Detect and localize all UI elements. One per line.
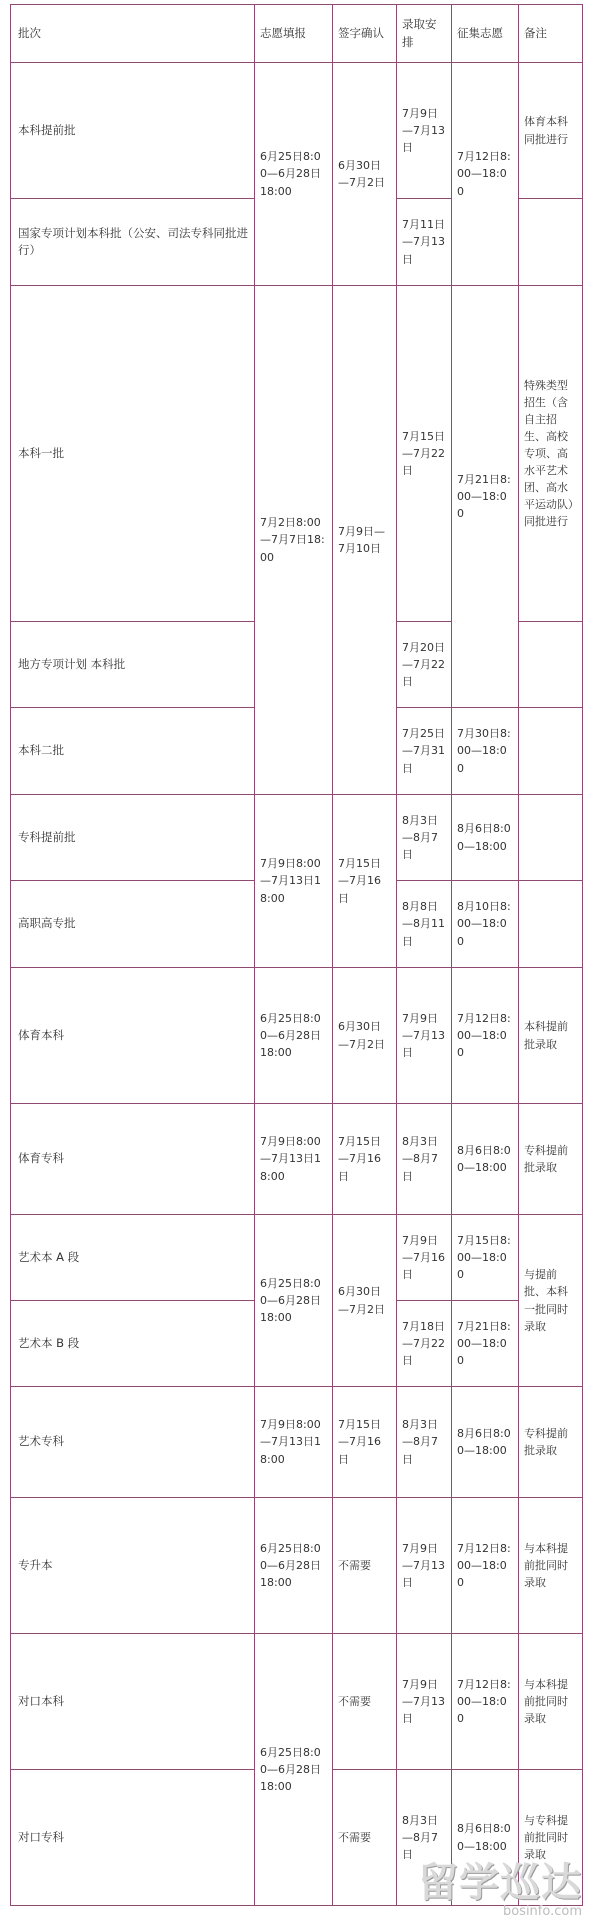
batch-name: 对口本科 (11, 1634, 255, 1770)
batch-name: 本科提前批 (11, 63, 255, 199)
fill-period: 6月25日8:00—6月28日18:00 (255, 968, 333, 1104)
batch-name: 对口专科 (11, 1770, 255, 1906)
table-header-row (11, 5, 583, 63)
fill-period: 7月2日8:00—7月7日18:00 (255, 286, 333, 795)
collect-period: 8月6日8:00—18:00 (452, 1770, 519, 1906)
note-empty (519, 708, 583, 795)
note: 专科提前批录取 (519, 1387, 583, 1498)
table-row (11, 1215, 583, 1301)
admit-period: 7月9日—7月13日 (397, 968, 452, 1104)
batch-name: 艺术专科 (11, 1387, 255, 1498)
admit-period: 8月8日—8月11日 (397, 881, 452, 968)
admit-period: 8月3日—8月7日 (397, 1104, 452, 1215)
sign-period: 不需要 (333, 1634, 397, 1770)
batch-name: 专升本 (11, 1498, 255, 1634)
fill-period: 6月25日8:00—6月28日18:00 (255, 63, 333, 286)
site-watermark (418, 1861, 582, 1919)
admit-period: 7月20日—7月22日 (397, 622, 452, 708)
collect-period: 7月15日8:00—18:00 (452, 1215, 519, 1301)
batch-name: 本科一批 (11, 286, 255, 622)
note: 与提前批、本科一批同时录取 (519, 1215, 583, 1387)
table-row (11, 968, 583, 1104)
batch-name: 艺术本 A 段 (11, 1215, 255, 1301)
note: 专科提前批录取 (519, 1104, 583, 1215)
admission-schedule-table (10, 4, 583, 1906)
batch-name: 国家专项计划本科批（公安、司法专科同批进行） (11, 199, 255, 286)
admit-period: 7月9日—7月13日 (397, 63, 452, 199)
sign-period: 7月15日—7月16日 (333, 1104, 397, 1215)
note: 特殊类型招生（含自主招生、高校专项、高水平艺术团、高水平运动队）同批进行 (519, 286, 583, 622)
admit-period: 7月15日—7月22日 (397, 286, 452, 622)
fill-period: 7月9日8:00—7月13日18:00 (255, 795, 333, 968)
sign-period: 不需要 (333, 1498, 397, 1634)
batch-name: 艺术本 B 段 (11, 1301, 255, 1387)
admit-period: 7月11日—7月13日 (397, 199, 452, 286)
batch-name: 本科二批 (11, 708, 255, 795)
fill-period: 6月25日8:00—6月28日18:00 (255, 1498, 333, 1634)
table-row (11, 63, 583, 199)
note-empty (519, 622, 583, 708)
admit-period: 7月18日—7月22日 (397, 1301, 452, 1387)
fill-period: 6月25日8:00—6月28日18:00 (255, 1215, 333, 1387)
sign-period: 6月30日—7月2日 (333, 1215, 397, 1387)
batch-name: 专科提前批 (11, 795, 255, 881)
collect-period: 7月12日8:00—18:00 (452, 1634, 519, 1770)
collect-period: 7月21日8:00—18:00 (452, 286, 519, 708)
header-admit: 录取安排 (397, 5, 452, 63)
fill-period: 7月9日8:00—7月13日18:00 (255, 1104, 333, 1215)
batch-name: 高职高专批 (11, 881, 255, 968)
note: 与专科提前批同时录取 (519, 1770, 583, 1906)
note: 与本科提前批同时录取 (519, 1498, 583, 1634)
note: 与本科提前批同时录取 (519, 1634, 583, 1770)
admit-period: 7月9日—7月13日 (397, 1498, 452, 1634)
note-empty (519, 795, 583, 881)
table-row (11, 1498, 583, 1634)
table-row (11, 286, 583, 622)
header-sign: 签字确认 (333, 5, 397, 63)
watermark-logo-text: 留学巡达 (418, 1860, 582, 1906)
table-row (11, 1634, 583, 1770)
table-row (11, 795, 583, 881)
sign-period: 6月30日—7月2日 (333, 968, 397, 1104)
collect-period: 8月6日8:00—18:00 (452, 795, 519, 881)
admit-period: 7月9日—7月13日 (397, 1634, 452, 1770)
fill-period: 7月9日8:00—7月13日18:00 (255, 1387, 333, 1498)
note: 体育本科同批进行 (519, 63, 583, 199)
admit-period: 7月25日—7月31日 (397, 708, 452, 795)
note-empty (519, 199, 583, 286)
sign-period: 7月15日—7月16日 (333, 795, 397, 968)
admit-period: 8月3日—8月7日 (397, 1770, 452, 1906)
admit-period: 8月3日—8月7日 (397, 795, 452, 881)
sign-period: 7月15日—7月16日 (333, 1387, 397, 1498)
header-collect: 征集志愿 (452, 5, 519, 63)
admit-period: 7月9日—7月16日 (397, 1215, 452, 1301)
collect-period: 7月12日8:00—18:00 (452, 63, 519, 286)
collect-period: 7月12日8:00—18:00 (452, 968, 519, 1104)
sign-period: 7月9日—7月10日 (333, 286, 397, 795)
table-row (11, 1104, 583, 1215)
header-fill: 志愿填报 (255, 5, 333, 63)
collect-period: 8月6日8:00—18:00 (452, 1387, 519, 1498)
header-note: 备注 (519, 5, 583, 63)
header-batch: 批次 (11, 5, 255, 63)
table-row (11, 1387, 583, 1498)
collect-period: 7月12日8:00—18:00 (452, 1498, 519, 1634)
batch-name: 地方专项计划 本科批 (11, 622, 255, 708)
admit-period: 8月3日—8月7日 (397, 1387, 452, 1498)
collect-period: 7月30日8:00—18:00 (452, 708, 519, 795)
fill-period: 6月25日8:00—6月28日18:00 (255, 1634, 333, 1906)
collect-period: 8月10日8:00—18:00 (452, 881, 519, 968)
note-empty (519, 881, 583, 968)
collect-period: 8月6日8:00—18:00 (452, 1104, 519, 1215)
watermark-url: bosinfo.com (502, 1904, 582, 1919)
batch-name: 体育本科 (11, 968, 255, 1104)
note: 本科提前批录取 (519, 968, 583, 1104)
sign-period: 6月30日—7月2日 (333, 63, 397, 286)
batch-name: 体育专科 (11, 1104, 255, 1215)
collect-period: 7月21日8:00—18:00 (452, 1301, 519, 1387)
sign-period: 不需要 (333, 1770, 397, 1906)
